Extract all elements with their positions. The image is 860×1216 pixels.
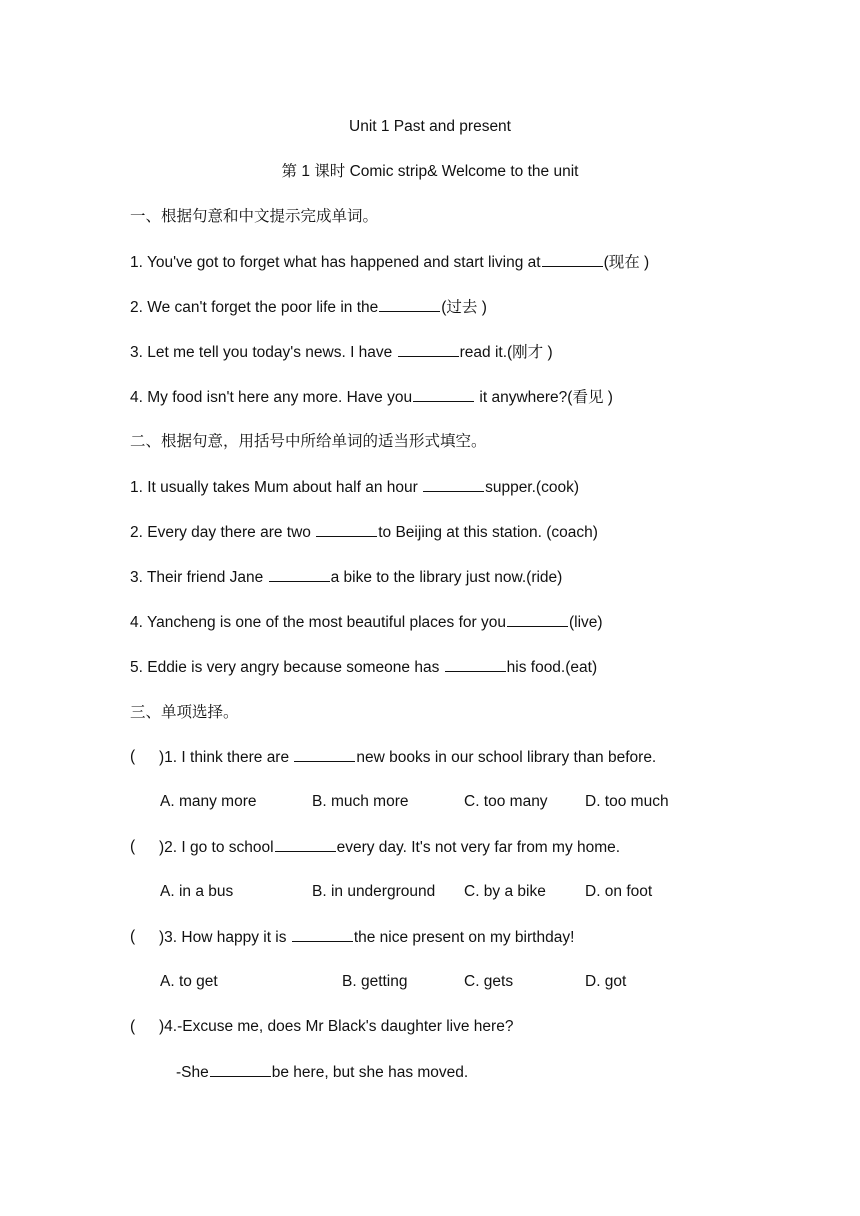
s1-item-1: 1. You've got to forget what has happened and start living at (现在 ) [130,251,649,273]
answer-blank [292,926,353,942]
s3-options-1 [0,791,860,813]
page-title: Unit 1 Past and present [349,118,511,135]
option-a[interactable]: A. in a bus [160,883,234,900]
s2-item-2: 2. Every day there are two to Beijing at this station. (coach) [130,521,598,543]
s3-question-3: ( )3. How happy it is the nice present on my birthday! [130,928,575,946]
option-c[interactable]: C. gets [464,973,514,990]
option-d[interactable]: D. got [585,973,627,990]
answer-paren[interactable]: ( [130,748,136,765]
s1-item-3: 3. Let me tell you today's news. I have read it.(刚才 ) [130,341,553,363]
s3-question-4: ( )4.-Excuse me, does Mr Black's daughter live here? [0,1016,860,1038]
s1-item-2: 2. We can't forget the poor life in the (过去 ) [130,296,487,318]
s2-item-3: 3. Their friend Jane a bike to the library just now.(ride) [130,566,562,588]
section2-heading: 二、根据句意，用括号中所给单词的适当形式填空。 [130,433,487,450]
option-b[interactable]: B. much more [312,793,409,810]
answer-paren[interactable]: ( [130,1018,136,1035]
s3-question-1: ( )1. I think there are new books in our school library than before. [130,748,657,766]
option-c[interactable]: C. too many [464,793,548,810]
answer-paren[interactable]: ( [130,838,136,855]
s3-options-2 [0,881,860,903]
answer-blank[interactable] [379,296,440,312]
option-c[interactable]: C. by a bike [464,883,546,900]
option-b[interactable]: B. getting [342,973,408,990]
s2-item-1: 1. It usually takes Mum about half an hour supper.(cook) [130,476,579,498]
answer-blank [294,746,355,762]
answer-blank[interactable] [413,386,474,402]
option-d[interactable]: D. too much [585,793,669,810]
option-a[interactable]: A. to get [160,973,218,990]
section1-heading: 一、根据句意和中文提示完成单词。 [130,208,379,225]
answer-blank[interactable] [398,341,459,357]
s2-item-5: 5. Eddie is very angry because someone has his food.(eat) [130,656,597,678]
option-d[interactable]: D. on foot [585,883,653,900]
answer-blank [275,836,336,852]
page-subtitle: 第 1 课时 Comic strip& Welcome to the unit [281,163,579,180]
s1-item-4: 4. My food isn't here any more. Have you it anywhere?(看见 ) [130,386,613,408]
section3-heading: 三、单项选择。 [130,704,239,721]
answer-blank[interactable] [210,1061,271,1077]
answer-blank[interactable] [269,566,330,582]
s3-question-4-reply: -She be here, but she has moved. [176,1061,468,1083]
s2-item-4: 4. Yancheng is one of the most beautiful places for you (live) [130,611,603,633]
answer-blank[interactable] [423,476,484,492]
answer-blank[interactable] [507,611,568,627]
option-a[interactable]: A. many more [160,793,257,810]
answer-blank[interactable] [542,251,603,267]
answer-blank[interactable] [445,656,506,672]
option-b[interactable]: B. in underground [312,883,436,900]
s3-options-3 [0,971,860,993]
answer-blank[interactable] [316,521,377,537]
s3-question-2: ( )2. I go to school every day. It's not very far from my home. [130,838,621,856]
answer-paren[interactable]: ( [130,928,136,945]
